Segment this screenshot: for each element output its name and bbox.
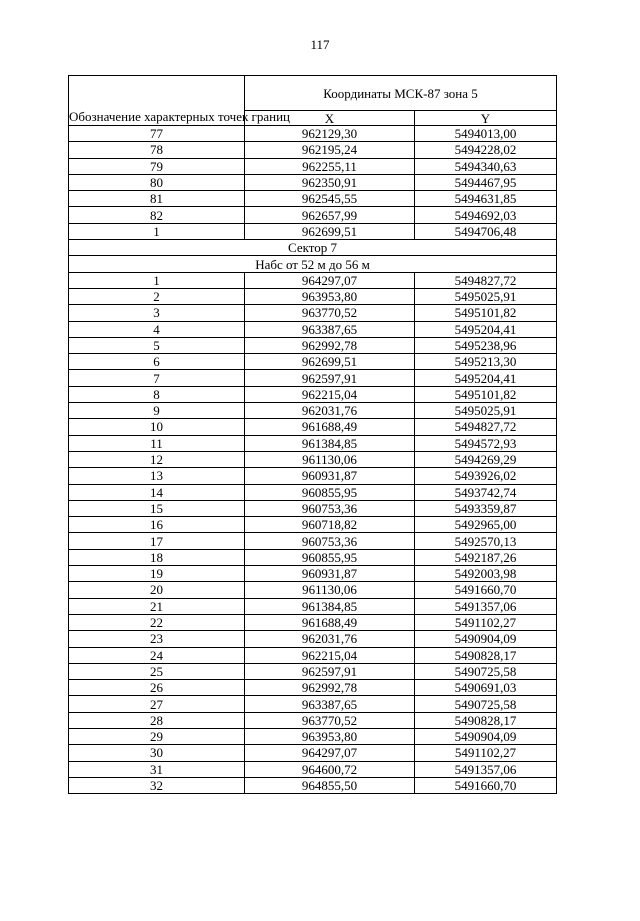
- point-cell: 5: [69, 337, 245, 353]
- x-cell: 962350,91: [245, 174, 415, 190]
- x-cell: 962597,91: [245, 370, 415, 386]
- y-cell: 5491357,06: [415, 598, 557, 614]
- point-cell: 78: [69, 142, 245, 158]
- point-cell: 2: [69, 288, 245, 304]
- table-row: [69, 598, 557, 614]
- table-body-top: [69, 126, 557, 240]
- table-row: [69, 680, 557, 696]
- x-cell: 960718,82: [245, 517, 415, 533]
- table-row: [69, 647, 557, 663]
- table-row: [69, 158, 557, 174]
- table-row: [69, 631, 557, 647]
- table-row: [69, 370, 557, 386]
- y-cell: 5494706,48: [415, 223, 557, 239]
- table-row: [69, 614, 557, 630]
- point-cell: 13: [69, 468, 245, 484]
- x-cell: 960753,36: [245, 533, 415, 549]
- x-cell: 962992,78: [245, 337, 415, 353]
- x-cell: 960753,36: [245, 500, 415, 516]
- point-cell: 10: [69, 419, 245, 435]
- table-row: [69, 191, 557, 207]
- x-cell: 960855,95: [245, 549, 415, 565]
- x-cell: 962195,24: [245, 142, 415, 158]
- point-cell: 23: [69, 631, 245, 647]
- y-cell: 5494467,95: [415, 174, 557, 190]
- sector-title: Сектор 7: [69, 240, 557, 256]
- table-row: [69, 403, 557, 419]
- y-cell: 5494013,00: [415, 126, 557, 142]
- x-cell: 962255,11: [245, 158, 415, 174]
- point-cell: 7: [69, 370, 245, 386]
- y-cell: 5495213,30: [415, 354, 557, 370]
- y-cell: 5492187,26: [415, 549, 557, 565]
- x-cell: 964297,07: [245, 272, 415, 288]
- table-body-sector: [69, 272, 557, 794]
- y-cell: 5490904,09: [415, 631, 557, 647]
- y-cell: 5494269,29: [415, 451, 557, 467]
- point-cell: 15: [69, 500, 245, 516]
- x-cell: 962215,04: [245, 647, 415, 663]
- y-cell: 5490725,58: [415, 696, 557, 712]
- point-cell: 30: [69, 745, 245, 761]
- x-cell: 960931,87: [245, 566, 415, 582]
- point-cell: 25: [69, 663, 245, 679]
- table-row: [69, 386, 557, 402]
- point-cell: 11: [69, 435, 245, 451]
- point-cell: 18: [69, 549, 245, 565]
- point-cell: 22: [69, 614, 245, 630]
- page-number: 117: [310, 37, 330, 52]
- x-cell: 963387,65: [245, 696, 415, 712]
- y-cell: 5495025,91: [415, 288, 557, 304]
- x-cell: 962992,78: [245, 680, 415, 696]
- x-cell: 962031,76: [245, 403, 415, 419]
- y-cell: 5492965,00: [415, 517, 557, 533]
- x-cell: 960931,87: [245, 468, 415, 484]
- table-row: [69, 745, 557, 761]
- table-row: [69, 207, 557, 223]
- y-cell: 5494827,72: [415, 272, 557, 288]
- y-cell: 5494692,03: [415, 207, 557, 223]
- x-cell: 960855,95: [245, 484, 415, 500]
- point-cell: 12: [69, 451, 245, 467]
- table-row: [69, 777, 557, 793]
- point-cell: 79: [69, 158, 245, 174]
- table-row: [69, 517, 557, 533]
- x-cell: 962699,51: [245, 223, 415, 239]
- table-row: [69, 321, 557, 337]
- y-cell: 5495101,82: [415, 386, 557, 402]
- point-cell: 21: [69, 598, 245, 614]
- y-cell: 5490828,17: [415, 712, 557, 728]
- table-row: [69, 712, 557, 728]
- table-row: [69, 696, 557, 712]
- point-cell: 16: [69, 517, 245, 533]
- x-cell: 961384,85: [245, 435, 415, 451]
- x-cell: 962215,04: [245, 386, 415, 402]
- x-cell: 962129,30: [245, 126, 415, 142]
- x-cell: 962545,55: [245, 191, 415, 207]
- point-cell: 1: [69, 223, 245, 239]
- table-row: [69, 419, 557, 435]
- y-cell: 5494340,63: [415, 158, 557, 174]
- table-row: [69, 533, 557, 549]
- y-cell: 5495204,41: [415, 370, 557, 386]
- point-cell: 3: [69, 305, 245, 321]
- x-cell: 962597,91: [245, 663, 415, 679]
- point-cell: 1: [69, 272, 245, 288]
- table-row: [69, 728, 557, 744]
- x-cell: 963770,52: [245, 305, 415, 321]
- y-cell: 5494827,72: [415, 419, 557, 435]
- table-row: [69, 663, 557, 679]
- table-row: [69, 435, 557, 451]
- y-cell: 5494228,02: [415, 142, 557, 158]
- header-y: Y: [415, 111, 557, 126]
- table-row: [69, 451, 557, 467]
- x-cell: 962699,51: [245, 354, 415, 370]
- table-row: [69, 354, 557, 370]
- table-row: [69, 288, 557, 304]
- table-row: [69, 223, 557, 239]
- y-cell: 5490691,03: [415, 680, 557, 696]
- point-cell: 81: [69, 191, 245, 207]
- point-cell: 27: [69, 696, 245, 712]
- y-cell: 5491102,27: [415, 745, 557, 761]
- x-cell: 961688,49: [245, 419, 415, 435]
- table-row: [69, 305, 557, 321]
- x-cell: 961130,06: [245, 451, 415, 467]
- table-row: [69, 566, 557, 582]
- y-cell: 5493742,74: [415, 484, 557, 500]
- y-cell: 5492570,13: [415, 533, 557, 549]
- table-row: [69, 549, 557, 565]
- y-cell: 5491357,06: [415, 761, 557, 777]
- point-cell: 9: [69, 403, 245, 419]
- header-point-designation: Обозначение характерных точек границ: [69, 76, 245, 126]
- y-cell: 5494572,93: [415, 435, 557, 451]
- x-cell: 961688,49: [245, 614, 415, 630]
- y-cell: 5490828,17: [415, 647, 557, 663]
- x-cell: 964297,07: [245, 745, 415, 761]
- point-cell: 77: [69, 126, 245, 142]
- table-row: [69, 272, 557, 288]
- y-cell: 5495025,91: [415, 403, 557, 419]
- y-cell: 5493926,02: [415, 468, 557, 484]
- x-cell: 962031,76: [245, 631, 415, 647]
- point-cell: 4: [69, 321, 245, 337]
- point-cell: 14: [69, 484, 245, 500]
- x-cell: 964600,72: [245, 761, 415, 777]
- sector-range: Набс от 52 м до 56 м: [69, 256, 557, 272]
- point-cell: 31: [69, 761, 245, 777]
- y-cell: 5491102,27: [415, 614, 557, 630]
- x-cell: 963953,80: [245, 728, 415, 744]
- point-cell: 26: [69, 680, 245, 696]
- x-cell: 963770,52: [245, 712, 415, 728]
- y-cell: 5490904,09: [415, 728, 557, 744]
- point-cell: 28: [69, 712, 245, 728]
- point-cell: 32: [69, 777, 245, 793]
- y-cell: 5493359,87: [415, 500, 557, 516]
- point-cell: 20: [69, 582, 245, 598]
- x-cell: 963953,80: [245, 288, 415, 304]
- sector-header: [69, 240, 557, 273]
- y-cell: 5495204,41: [415, 321, 557, 337]
- table-row: [69, 468, 557, 484]
- point-cell: 19: [69, 566, 245, 582]
- point-cell: 82: [69, 207, 245, 223]
- y-cell: 5491660,70: [415, 777, 557, 793]
- y-cell: 5490725,58: [415, 663, 557, 679]
- point-cell: 80: [69, 174, 245, 190]
- x-cell: 961384,85: [245, 598, 415, 614]
- table-row: [69, 761, 557, 777]
- y-cell: 5495238,96: [415, 337, 557, 353]
- coordinates-table: [68, 75, 557, 794]
- x-cell: 962657,99: [245, 207, 415, 223]
- point-cell: 8: [69, 386, 245, 402]
- y-cell: 5492003,98: [415, 566, 557, 582]
- x-cell: 963387,65: [245, 321, 415, 337]
- table-row: [69, 174, 557, 190]
- table-row: [69, 582, 557, 598]
- header-coordinate-system: Координаты МСК-87 зона 5: [245, 76, 557, 111]
- table-row: [69, 126, 557, 142]
- point-cell: 6: [69, 354, 245, 370]
- point-cell: 29: [69, 728, 245, 744]
- y-cell: 5494631,85: [415, 191, 557, 207]
- point-cell: 17: [69, 533, 245, 549]
- header-x: X: [245, 111, 415, 126]
- x-cell: 964855,50: [245, 777, 415, 793]
- table-row: [69, 500, 557, 516]
- table-row: [69, 337, 557, 353]
- y-cell: 5495101,82: [415, 305, 557, 321]
- point-cell: 24: [69, 647, 245, 663]
- y-cell: 5491660,70: [415, 582, 557, 598]
- table-row: [69, 142, 557, 158]
- x-cell: 961130,06: [245, 582, 415, 598]
- table-row: [69, 484, 557, 500]
